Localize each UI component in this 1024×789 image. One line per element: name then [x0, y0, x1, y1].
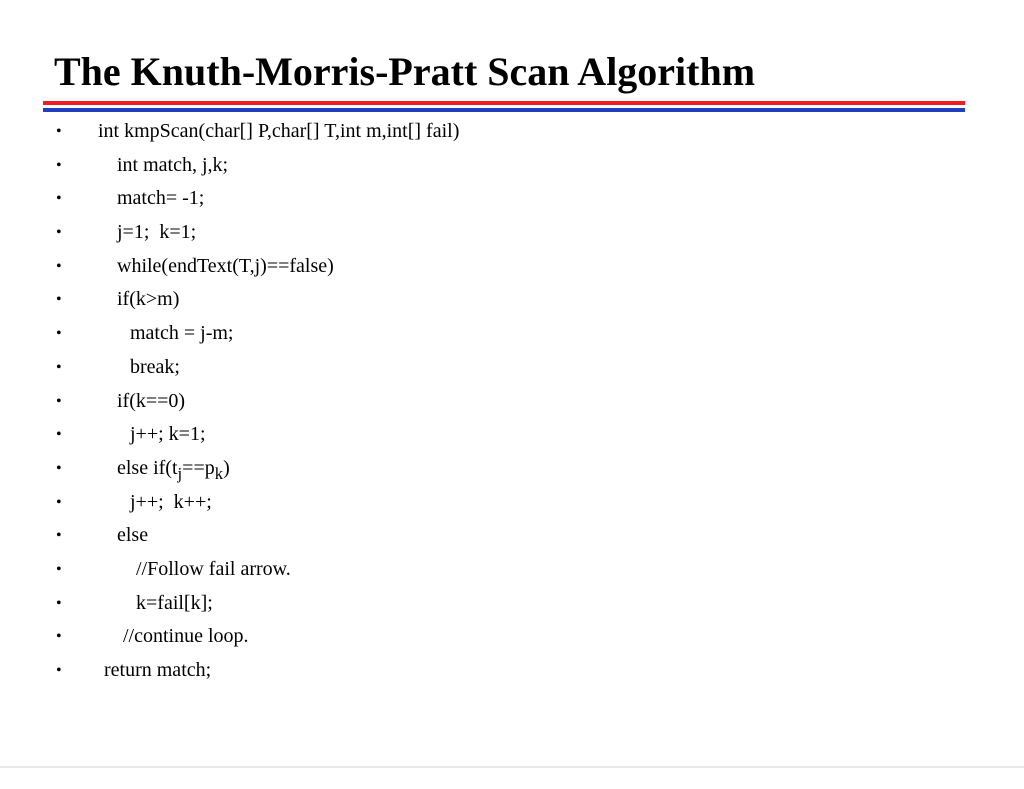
bullet-icon: • [56, 224, 62, 242]
code-line [0, 149, 229, 183]
code-line-text: j++; k++; [130, 490, 212, 513]
code-line [0, 620, 249, 654]
bullet-icon: • [56, 156, 62, 174]
code-line [0, 418, 206, 452]
code-line-text: int match, j,k; [117, 153, 229, 176]
code-line [0, 182, 205, 216]
code-line-text: if(k==0) [117, 389, 186, 412]
bullet-icon: • [56, 594, 62, 612]
subscript-k: k [214, 463, 224, 483]
bullet-icon: • [56, 291, 62, 309]
code-line-text: j=1; k=1; [117, 221, 197, 244]
code-text-after: ) [223, 456, 230, 479]
code-line-text: return match; [104, 659, 212, 681]
title-rule-blue [43, 108, 965, 112]
bullet-icon: • [56, 257, 62, 275]
bullet-icon: • [56, 358, 62, 376]
bullet-icon: • [56, 190, 62, 208]
code-listing [0, 115, 460, 688]
code-line-text: //Follow fail arrow. [136, 557, 291, 580]
code-line-text: if(k>m) [117, 288, 180, 311]
code-line [0, 519, 149, 553]
code-line-text: match = j-m; [130, 322, 234, 345]
bullet-icon: • [56, 662, 62, 679]
code-line-text: match= -1; [117, 187, 205, 210]
code-line-text: //continue loop. [123, 625, 249, 648]
code-line [0, 250, 334, 284]
bullet-icon: • [56, 560, 62, 578]
code-line-text: else [117, 524, 149, 547]
bullet-icon: • [56, 392, 62, 410]
bullet-icon: • [56, 628, 62, 646]
code-line-text: k=fail[k]; [136, 591, 213, 614]
code-line [0, 587, 213, 621]
subscript-j: j [177, 463, 183, 483]
bullet-icon: • [56, 493, 62, 511]
code-line-text: break; [130, 355, 180, 378]
slide-title: The Knuth-Morris-Pratt Scan Algorithm [54, 49, 756, 94]
code-line [0, 351, 180, 385]
code-line [0, 216, 197, 250]
code-text-middle: ==p [182, 456, 215, 479]
code-line [0, 553, 291, 587]
bullet-icon: • [56, 426, 62, 444]
title-rule-red [43, 101, 965, 105]
code-line-text: int kmpScan(char[] P,char[] T,int m,int[] fail) [98, 120, 460, 142]
code-text-before: else if(t [117, 456, 178, 479]
code-line-text: while(endText(T,j)==false) [117, 254, 334, 277]
code-line [0, 283, 180, 317]
code-line-text: j++; k=1; [130, 423, 206, 446]
bullet-icon: • [56, 459, 62, 477]
code-line [0, 486, 212, 520]
bullet-icon: • [56, 123, 62, 140]
bullet-icon: • [56, 527, 62, 545]
code-line [0, 317, 234, 351]
bullet-icon: • [56, 325, 62, 343]
code-line [0, 115, 460, 149]
code-line [0, 385, 186, 419]
code-line [0, 452, 230, 486]
code-line [0, 654, 212, 688]
